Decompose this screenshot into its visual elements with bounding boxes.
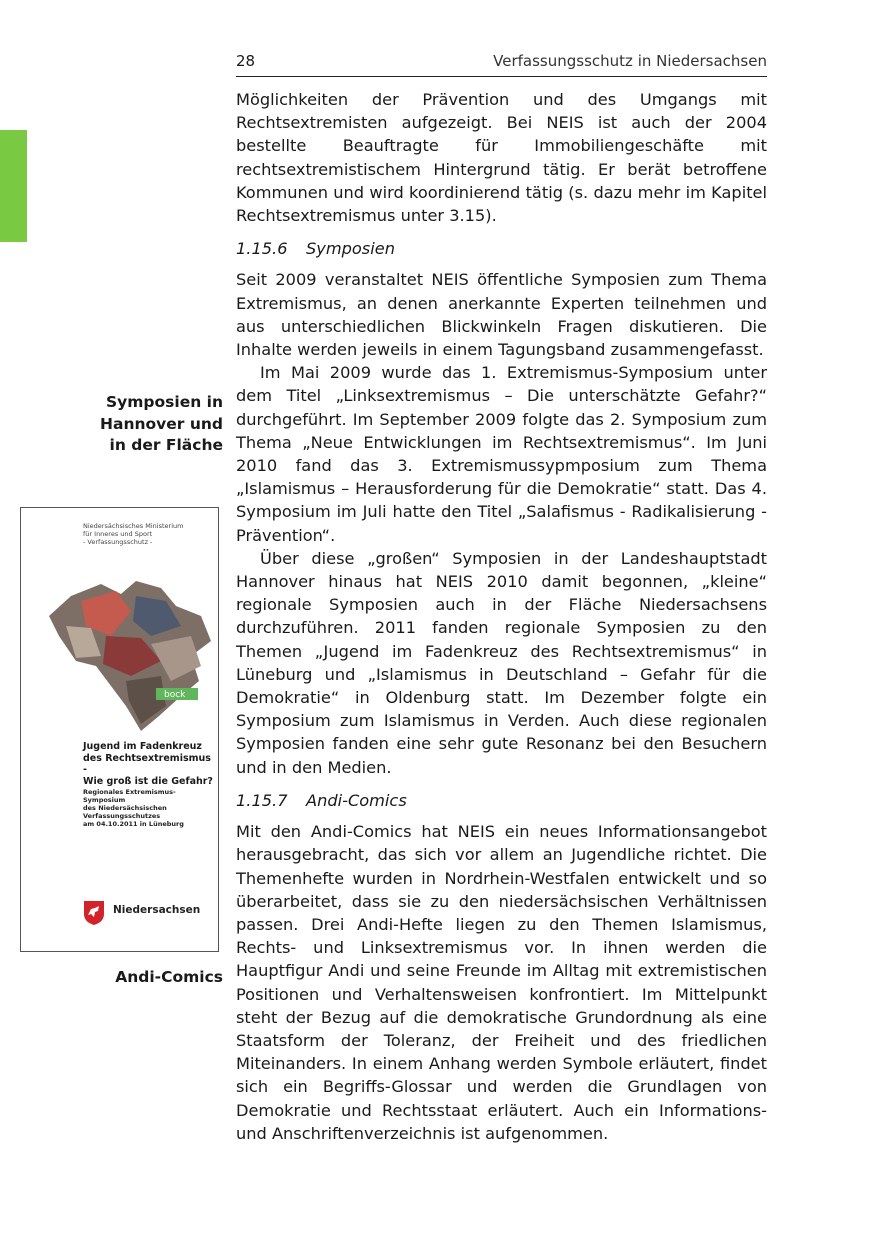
page-number: 28 bbox=[236, 52, 256, 70]
paragraph: Über diese „großen“ Symposien in der Landeshauptstadt Hannover hinaus hat NEIS 2010 damit begonnen, „kleine“ regionale Symposien auch in der Fläche Niedersachsens durchzuführen. 2011 fanden regionale Symposien zu den Themen „Jugend im Fadenkreuz des Rechtsextremismus“ in Lüneburg und „Islamismus in Deutschland – Gefahr für die Demokratie“ in Oldenburg statt. Im Dezember folgte ein Symposium zum Islamismus in Verden. Auch diese regionalen Symposien fanden eine sehr gute Resonanz bei den Besuchern und in den Medien. bbox=[236, 548, 767, 777]
margin-note-comics: Andi-Comics bbox=[115, 968, 223, 986]
intro-paragraph: Möglichkeiten der Prävention und des Umgangs mit Rechtsextremisten aufgezeigt. Bei NEIS ist auch der 2004 bestellte Beauftragte für Immobiliengeschäfte mit rechtsextremistischem Hintergrund tätig. Er berät betroffene Kommunen und wird koordinierend tätig (s. dazu mehr im Kapitel Rechtsextremismus unter 3.15). bbox=[236, 90, 767, 226]
heading-symposien: 1.15.6 Symposien bbox=[236, 239, 395, 259]
brochure-subtitle: Regionales Extremismus-Symposium des Niedersächsischen Verfassungsschutzes am 04.10.2011 in Lüneburg bbox=[83, 788, 184, 828]
paragraph: Mit den Andi-Comics hat NEIS ein neues Informationsangebot herausgebracht, das sich vor allem an Jugendliche richtet. Die Themenhefte wurden in Nordrhein-Westfalen entwickelt und so überarbeitet, dass sie zu den niedersächsischen Verhältnissen passen. Drei Andi-Hefte liegen zu den Themen Islamismus, Rechts- und Linksextremismus vor. In ihnen werden die Hauptfigur Andi und seine Freunde im Alltag mit extremistischen Positionen und Verhaltensweisen konfrontiert. Im Mittelpunkt steht der Bezug auf die demokratische Grundordnung als eine Staatsform der Toleranz, der Freiheit und des friedlichen Miteinanders. In einem Anhang werden Symbole erläutert, findet sich ein Begriffs-Glossar und werden die Grundlagen von Demokratie und Rechtsstaat erläutert. Auch ein Informations- und Anschriftenverzeichnis ist aufgenommen. bbox=[236, 822, 767, 1143]
chapter-tab bbox=[0, 130, 27, 242]
paragraph: Im Mai 2009 wurde das 1. Extremismus-Symposium unter dem Titel „Linksextremismus – Die unterschätzte Gefahr?“ durchgeführt. Im September 2009 folgte das 2. Symposium zum Thema „Neue Entwicklungen im Rechtsextremismus“. Im Juni 2010 fand das 3. Extremismussypmposium zum Thema „Islamismus – Herausforderung für die Demokratie“ statt. Das 4. Symposium im Juli hatte den Titel „Salafismus - Radikalisierung - Prävention“. bbox=[236, 363, 767, 545]
brochure-state-name: Niedersachsen bbox=[113, 904, 201, 916]
running-header bbox=[236, 50, 767, 77]
heading-andi-comics: 1.15.7 Andi-Comics bbox=[236, 790, 407, 810]
brochure-cover-image bbox=[20, 507, 219, 952]
brochure-title: Jugend im Fadenkreuz des Rechtsextremismus - Wie groß ist die Gefahr? bbox=[83, 741, 213, 787]
main-text-column bbox=[236, 88, 767, 1145]
crest-icon bbox=[83, 900, 105, 926]
margin-note-symposien: Symposien in Hannover und in der Fläche bbox=[100, 393, 223, 454]
brochure-ministry: Niedersächsisches Ministerium für Inneres und Sport - Verfassungsschutz - bbox=[83, 522, 184, 546]
running-title: Verfassungsschutz in Niedersachsen bbox=[493, 52, 767, 70]
lower-saxony-map-collage bbox=[41, 566, 216, 736]
paragraph: Seit 2009 veranstaltet NEIS öffentliche Symposien zum Thema Extremismus, an denen anerkannte Experten teilnehmen und aus unterschiedlichen Blickwinkeln Fragen diskutieren. Die Inhalte werden jeweils in einem Tagungsband zusammengefasst. bbox=[236, 270, 767, 360]
map-label: bock bbox=[164, 690, 186, 700]
